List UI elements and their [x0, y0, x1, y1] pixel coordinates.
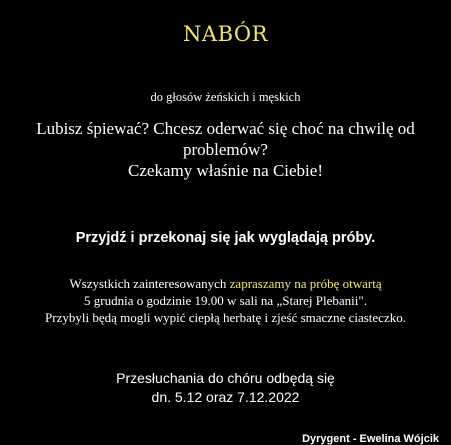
call-to-action: Przyjdź i przekonaj się jak wyglądają próby. — [75, 230, 376, 246]
question-line: Lubisz śpiewać? Chcesz oderwać się choć na chwilę od — [36, 119, 415, 138]
invitation-line-2: 5 grudnia o godzinie 19.00 w sali na „Starej Plebanii". — [84, 293, 367, 308]
invitation-line-1 — [0, 275, 451, 292]
auditions-dates: dn. 5.12 oraz 7.12.2022 — [151, 389, 300, 405]
question-line: Czekamy właśnie na Ciebie! — [128, 161, 323, 180]
poster-subtitle: do głosów żeńskich i męskich — [150, 90, 301, 104]
invitation-block — [0, 275, 451, 326]
invitation-line-3: Przybyli będą mogli wypić ciepłą herbatę i zjeść smaczne ciasteczko. — [45, 310, 406, 325]
question-line: problemów? — [183, 140, 268, 159]
conductor-signature: Dyrygent - Ewelina Wójcik — [302, 433, 439, 445]
invitation-text: Wszystkich zainteresowanych — [69, 276, 230, 291]
auditions-block — [0, 369, 451, 407]
auditions-line-1: Przesłuchania do chóru odbędą się — [116, 370, 335, 386]
poster-title: NABÓR — [183, 22, 268, 46]
invitation-highlight: zapraszamy na próbę otwartą — [229, 276, 382, 291]
question-block — [0, 118, 451, 181]
